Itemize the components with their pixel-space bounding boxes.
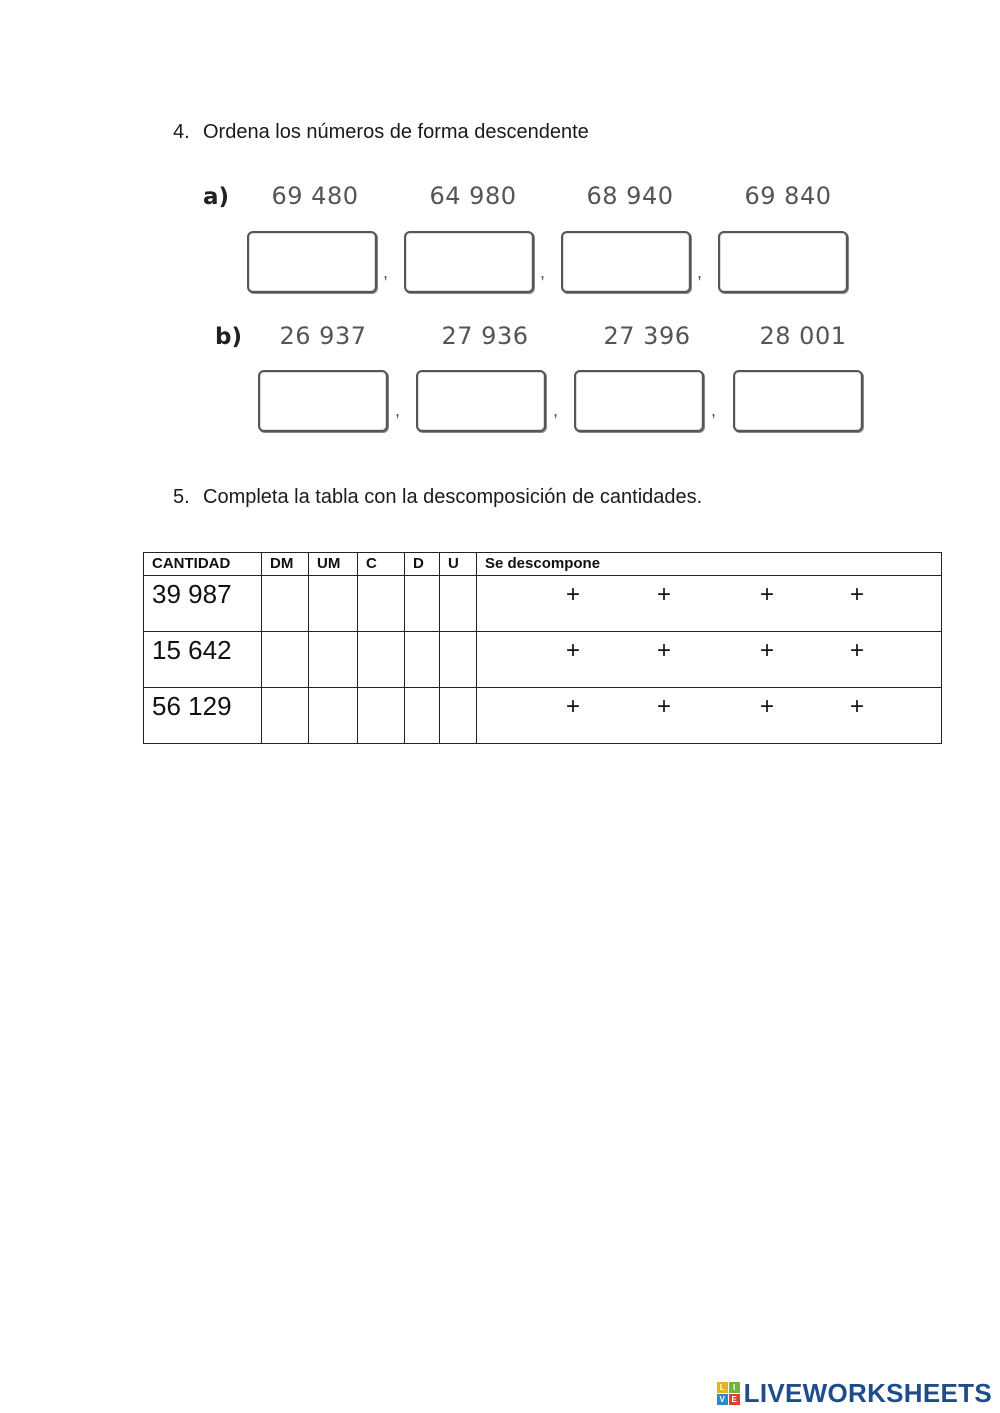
table-header-row bbox=[144, 553, 942, 576]
d-cell[interactable] bbox=[405, 576, 440, 632]
d-cell[interactable] bbox=[405, 632, 440, 688]
plus-sign: + bbox=[657, 637, 672, 664]
decomposition-table bbox=[143, 552, 942, 744]
se-descompone-cell[interactable] bbox=[477, 688, 942, 744]
header-um: UM bbox=[309, 553, 358, 576]
logo-mark-e: E bbox=[729, 1394, 740, 1405]
um-cell[interactable] bbox=[309, 688, 358, 744]
c-cell[interactable] bbox=[358, 632, 405, 688]
plus-sign: + bbox=[566, 693, 581, 720]
table-row bbox=[144, 632, 942, 688]
logo-text: LIVEWORKSHEETS bbox=[743, 1378, 992, 1408]
exercise-a-label: a) bbox=[203, 184, 230, 210]
exercise-b-number-1: 26 937 bbox=[279, 322, 367, 350]
question-5-number: 5. bbox=[173, 486, 190, 508]
exercise-a-number-2: 64 980 bbox=[429, 182, 517, 210]
question-5-text: Completa la tabla con la descomposición de cantidades. bbox=[203, 486, 703, 508]
plus-sign: + bbox=[657, 581, 672, 608]
plus-sign: + bbox=[760, 693, 775, 720]
question-4-text: Ordena los números de forma descendente bbox=[203, 121, 589, 143]
u-cell[interactable] bbox=[440, 576, 477, 632]
u-cell[interactable] bbox=[440, 688, 477, 744]
logo-mark-icon bbox=[717, 1382, 740, 1405]
dm-cell[interactable] bbox=[262, 632, 309, 688]
liveworksheets-logo[interactable] bbox=[717, 1378, 992, 1409]
header-c: C bbox=[358, 553, 405, 576]
separator-b-1: , bbox=[395, 400, 401, 420]
separator-a-2: , bbox=[540, 262, 546, 282]
logo-mark-i: I bbox=[729, 1382, 740, 1393]
plus-sign: + bbox=[850, 637, 865, 664]
exercise-a-number-3: 68 940 bbox=[586, 182, 674, 210]
exercise-a-number-4: 69 840 bbox=[744, 182, 832, 210]
header-cantidad: CANTIDAD bbox=[144, 553, 262, 576]
plus-sign: + bbox=[760, 581, 775, 608]
exercise-b-number-2: 27 936 bbox=[441, 322, 529, 350]
separator-a-1: , bbox=[383, 262, 389, 282]
question-4-title bbox=[173, 121, 589, 144]
table-row bbox=[144, 576, 942, 632]
separator-b-2: , bbox=[553, 400, 559, 420]
exercise-b-number-3: 27 396 bbox=[603, 322, 691, 350]
logo-mark-v: V bbox=[717, 1394, 728, 1405]
header-u: U bbox=[440, 553, 477, 576]
answer-box-b-4[interactable] bbox=[733, 370, 863, 432]
plus-sign: + bbox=[566, 581, 581, 608]
u-cell[interactable] bbox=[440, 632, 477, 688]
plus-sign: + bbox=[760, 637, 775, 664]
answer-box-b-2[interactable] bbox=[416, 370, 546, 432]
d-cell[interactable] bbox=[405, 688, 440, 744]
plus-sign: + bbox=[850, 581, 865, 608]
plus-sign: + bbox=[566, 637, 581, 664]
plus-sign: + bbox=[850, 693, 865, 720]
header-dm: DM bbox=[262, 553, 309, 576]
c-cell[interactable] bbox=[358, 576, 405, 632]
cantidad-cell: 15 642 bbox=[144, 632, 262, 688]
answer-box-a-2[interactable] bbox=[404, 231, 534, 293]
dm-cell[interactable] bbox=[262, 576, 309, 632]
exercise-b-label: b) bbox=[215, 324, 242, 350]
c-cell[interactable] bbox=[358, 688, 405, 744]
um-cell[interactable] bbox=[309, 632, 358, 688]
header-d: D bbox=[405, 553, 440, 576]
um-cell[interactable] bbox=[309, 576, 358, 632]
separator-a-3: , bbox=[697, 262, 703, 282]
answer-box-b-3[interactable] bbox=[574, 370, 704, 432]
exercise-b-number-4: 28 001 bbox=[759, 322, 847, 350]
logo-mark-l: L bbox=[717, 1382, 728, 1393]
table-row bbox=[144, 688, 942, 744]
answer-box-a-1[interactable] bbox=[247, 231, 377, 293]
exercise-a-number-1: 69 480 bbox=[271, 182, 359, 210]
cantidad-cell: 39 987 bbox=[144, 576, 262, 632]
answer-box-a-4[interactable] bbox=[718, 231, 848, 293]
se-descompone-cell[interactable] bbox=[477, 576, 942, 632]
header-se-descompone: Se descompone bbox=[477, 553, 942, 576]
se-descompone-cell[interactable] bbox=[477, 632, 942, 688]
dm-cell[interactable] bbox=[262, 688, 309, 744]
question-4-number: 4. bbox=[173, 121, 190, 143]
answer-box-a-3[interactable] bbox=[561, 231, 691, 293]
question-5-title bbox=[173, 486, 702, 509]
plus-sign: + bbox=[657, 693, 672, 720]
separator-b-3: , bbox=[711, 400, 717, 420]
answer-box-b-1[interactable] bbox=[258, 370, 388, 432]
cantidad-cell: 56 129 bbox=[144, 688, 262, 744]
